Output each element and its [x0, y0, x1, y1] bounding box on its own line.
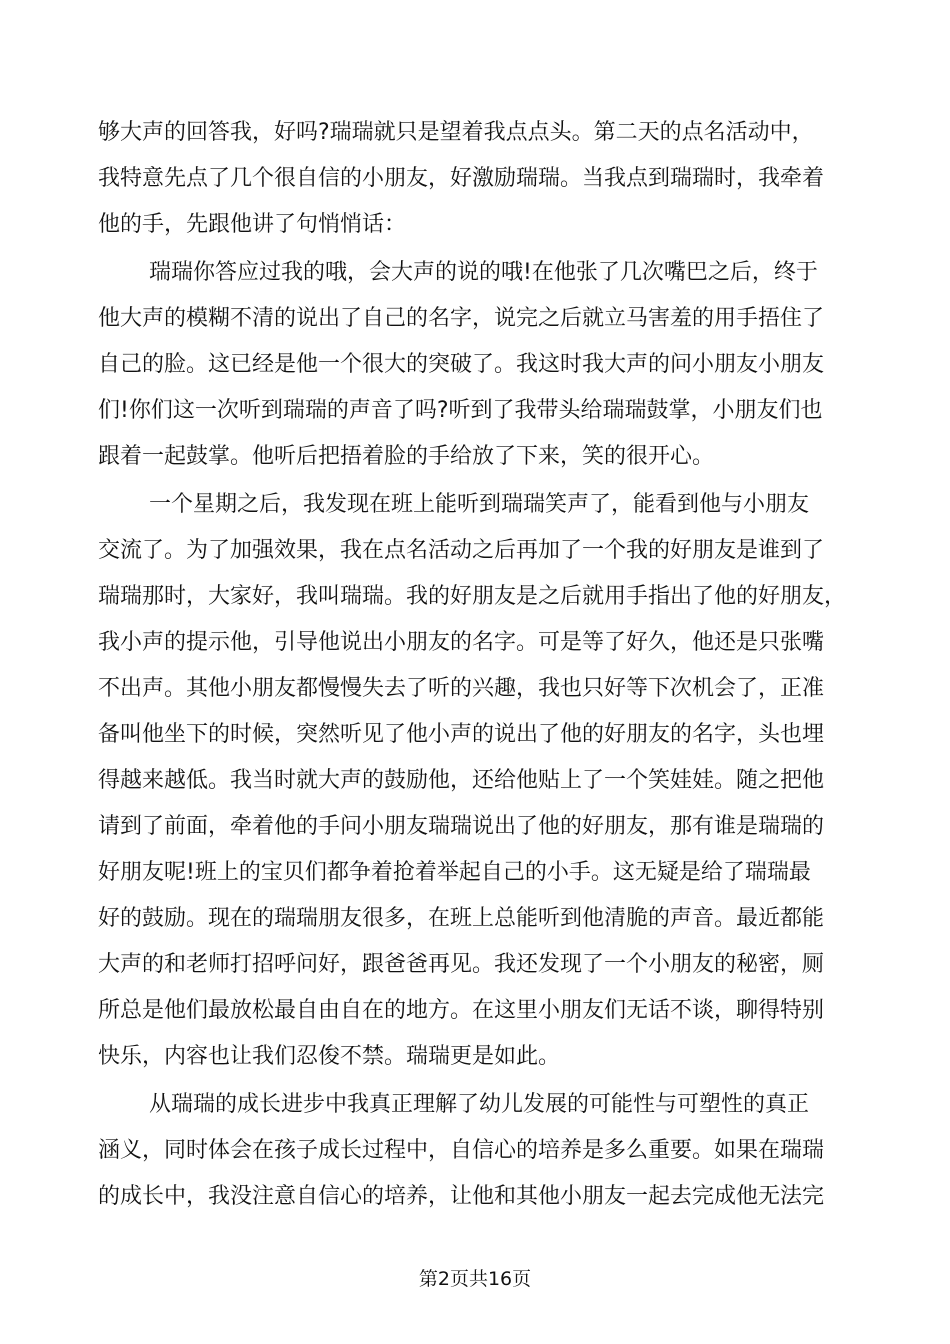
text-line: 好朋友呢!班上的宝贝们都争着抢着举起自己的小手。这无疑是给了瑞瑞最: [98, 860, 811, 885]
text-line: 得越来越低。我当时就大声的鼓励他，还给他贴上了一个笑娃娃。随之把他: [98, 768, 825, 793]
text-line: 们!你们这一次听到瑞瑞的声音了吗?听到了我带头给瑞瑞鼓掌，小朋友们也: [98, 398, 823, 423]
text-line: 他大声的模糊不清的说出了自己的名字，说完之后就立马害羞的用手捂住了: [98, 306, 825, 331]
text-line: 快乐，内容也让我们忍俊不禁。瑞瑞更是如此。: [98, 1044, 561, 1069]
text-line: 好的鼓励。现在的瑞瑞朋友很多，在班上总能听到他清脆的声音。最近都能: [98, 906, 825, 931]
text-line: 的成长中，我没注意自信心的培养，让他和其他小朋友一起去完成他无法完: [98, 1184, 825, 1209]
page-number-footer: 第2页共16页: [418, 1268, 532, 1290]
text-line: 大声的和老师打招呼问好，跟爸爸再见。我还发现了一个小朋友的秘密，厕: [98, 952, 825, 977]
text-line: 不出声。其他小朋友都慢慢失去了听的兴趣，我也只好等下次机会了，正准: [98, 676, 825, 701]
text-line: 涵义，同时体会在孩子成长过程中，自信心的培养是多么重要。如果在瑞瑞: [98, 1138, 825, 1163]
text-line: 我特意先点了几个很自信的小朋友，好激励瑞瑞。当我点到瑞瑞时，我牵着: [98, 166, 825, 191]
text-line: 够大声的回答我，好吗?瑞瑞就只是望着我点点头。第二天的点名活动中，: [98, 120, 814, 145]
text-line: 他的手，先跟他讲了句悄悄话：: [98, 212, 407, 237]
paragraph-start-line: 瑞瑞你答应过我的哦，会大声的说的哦!在他张了几次嘴巴之后，终于: [149, 260, 818, 285]
paragraph-start-line: 一个星期之后，我发现在班上能听到瑞瑞笑声了，能看到他与小朋友: [149, 492, 810, 517]
text-line: 交流了。为了加强效果，我在点名活动之后再加了一个我的好朋友是谁到了: [98, 538, 825, 563]
text-line: 请到了前面，牵着他的手问小朋友瑞瑞说出了他的好朋友，那有谁是瑞瑞的: [98, 814, 825, 839]
text-line: 所总是他们最放松最自由自在的地方。在这里小朋友们无话不谈，聊得特别: [98, 998, 825, 1023]
text-line: 跟着一起鼓掌。他听后把捂着脸的手给放了下来，笑的很开心。: [98, 444, 715, 469]
text-line: 自己的脸。这已经是他一个很大的突破了。我这时我大声的问小朋友小朋友: [98, 352, 825, 377]
text-line: 我小声的提示他，引导他说出小朋友的名字。可是等了好久，他还是只张嘴: [98, 630, 825, 655]
text-line: 瑞瑞那时，大家好，我叫瑞瑞。我的好朋友是之后就用手指出了他的好朋友，: [98, 584, 847, 609]
text-line: 备叫他坐下的时候，突然听见了他小声的说出了他的好朋友的名字，头也埋: [98, 722, 825, 747]
paragraph-start-line: 从瑞瑞的成长进步中我真正理解了幼儿发展的可能性与可塑性的真正: [149, 1092, 810, 1117]
